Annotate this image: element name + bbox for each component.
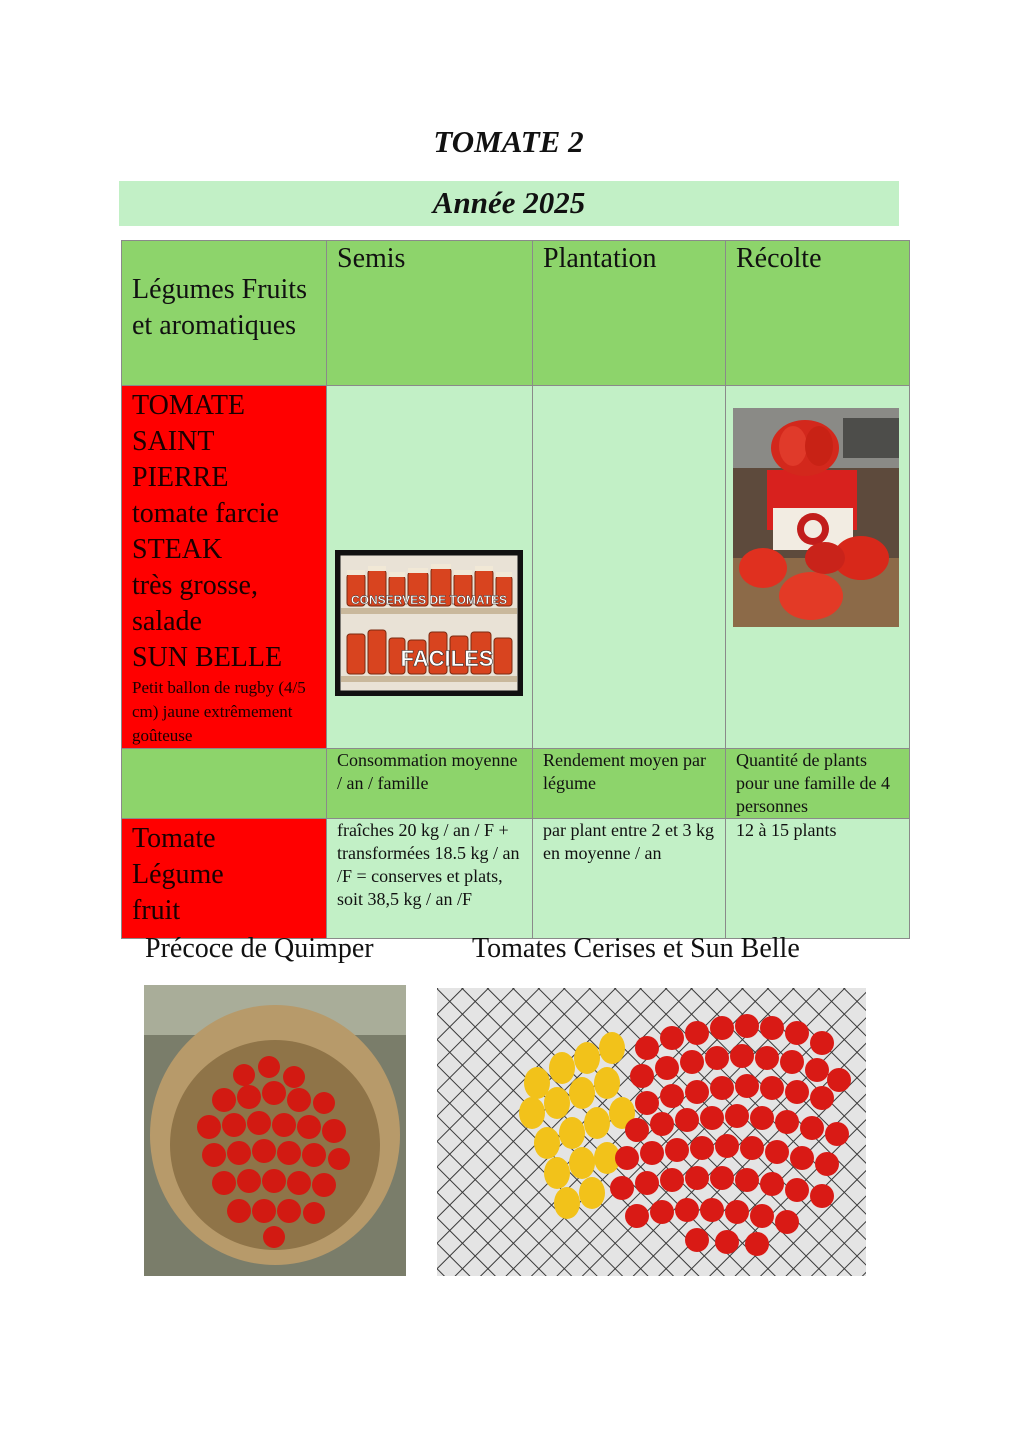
consumption-value: [327, 819, 533, 939]
saint-pierre-tomatoes-image: [733, 408, 899, 627]
plantation-cell: [533, 386, 726, 749]
consumption-detail: fraîches 20 kg / an / F + transformées 18.5 kg / an /F = conserves et plats,: [337, 820, 520, 886]
consumption-total: soit 38,5 kg / an /F: [337, 889, 473, 909]
tomato-label-line: fruit: [132, 895, 181, 926]
cherry-sunbelle-tomatoes-image: [437, 988, 866, 1276]
subheader-plant-quantity: Quantité de plants pour une famille de 4 personnes: [726, 749, 910, 819]
variety-line: tomate farcie: [132, 498, 279, 529]
caption-precoce: Précoce de Quimper: [145, 933, 374, 964]
page-title: TOMATE 2: [433, 124, 584, 159]
variety-line: TOMATE: [132, 390, 246, 421]
basket-tomatoes-image: [144, 985, 406, 1276]
tomato-label-line: Légume: [132, 859, 224, 890]
tomato-label-line: Tomate: [132, 823, 216, 854]
header-semis: Semis: [327, 241, 533, 386]
subheader-consumption: Consommation moyenne / an / famille: [327, 749, 533, 819]
header-vegetables: Légumes Fruits et aromatiques: [122, 241, 327, 386]
variety-line: SAINT: [132, 426, 215, 457]
preserves-image-title: CONSERVES DE TOMATES: [350, 593, 508, 607]
yield-value: par plant entre 2 et 3 kg en moyenne / an: [533, 819, 726, 939]
subheader-row: [122, 749, 910, 819]
variety-line: PIERRE: [132, 462, 229, 493]
preserves-image-subtitle: FACILES: [400, 646, 494, 671]
table-header-row: [122, 241, 910, 386]
variety-line: STEAK: [132, 534, 223, 565]
values-row: [122, 819, 910, 939]
caption-cerises: Tomates Cerises et Sun Belle: [472, 933, 800, 964]
header-recolte: Récolte: [726, 241, 910, 386]
variety-line: très grosse,: [132, 570, 258, 601]
tomato-label-cell: [122, 819, 327, 939]
subheader-empty: [122, 749, 327, 819]
variety-description: Petit ballon de rugby (4/5 cm) jaune extrêmement goûteuse: [132, 678, 306, 745]
plant-quantity-value: 12 à 15 plants: [726, 819, 910, 939]
variety-line: SUN BELLE: [132, 642, 283, 673]
subheader-yield: Rendement moyen par légume: [533, 749, 726, 819]
variety-line: salade: [132, 606, 202, 637]
preserves-jars-image: [335, 550, 523, 696]
variety-cell: [122, 386, 327, 749]
header-plantation: Plantation: [533, 241, 726, 386]
year-banner: Année 2025: [119, 181, 899, 226]
